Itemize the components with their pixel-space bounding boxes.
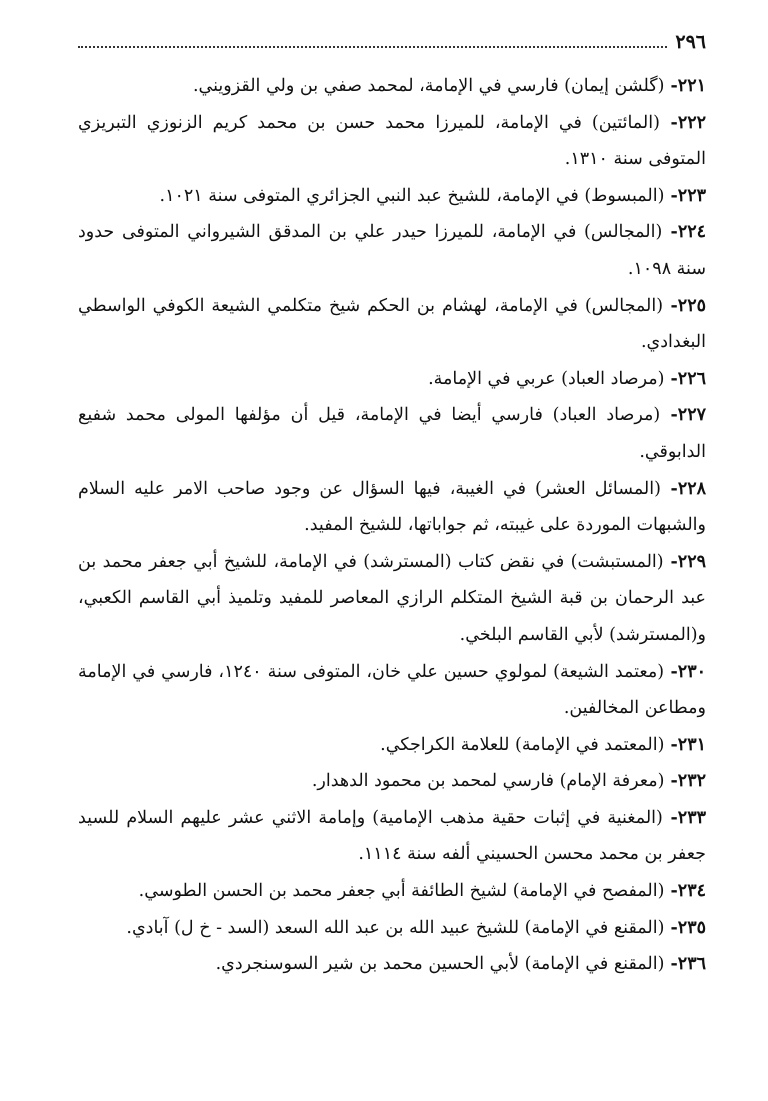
page-header bbox=[78, 28, 706, 54]
entry-text: (المبسوط) في الإمامة، للشيخ عبد النبي الجزائري المتوفى سنة ١٠٢١. bbox=[159, 185, 665, 206]
list-item bbox=[78, 178, 706, 215]
list-item bbox=[78, 654, 706, 727]
list-item bbox=[78, 397, 706, 470]
list-item bbox=[78, 727, 706, 764]
header-dotted-rule bbox=[78, 46, 667, 48]
entry-number: ٢٣١- bbox=[664, 734, 706, 755]
entry-list bbox=[78, 68, 706, 983]
entry-number: ٢٢٧- bbox=[660, 405, 706, 426]
entry-text: (المقنع في الإمامة) لأبي الحسين محمد بن شير السوسنجردي. bbox=[215, 954, 665, 975]
entry-number: ٢٢٤- bbox=[662, 222, 707, 243]
entry-text: (المستبشت) في نقض كتاب (المسترشد) في الإمامة، للشيخ أبي جعفر محمد بن عبد الرحمان بن قبة الشيخ المتكلم الرازي المعاصر للمفيد وتلميذ أبي القاسم الكعبي، و(المسترشد) لأبي القاسم البلخي. bbox=[78, 551, 706, 645]
entry-text: (مرصاد العباد) فارسي أيضا في الإمامة، قيل أن مؤلفها المولى محمد شفيع الدابوقي. bbox=[78, 405, 706, 462]
entry-text: (المجالس) في الإمامة، للميرزا حيدر علي بن المدقق الشيرواني المتوفى حدود سنة ١٠٩٨. bbox=[78, 222, 706, 279]
entry-number: ٢٢٩- bbox=[663, 551, 706, 572]
entry-number: ٢٢٢- bbox=[659, 112, 707, 133]
list-item bbox=[78, 288, 706, 361]
entry-number: ٢٣٦- bbox=[664, 954, 706, 975]
entry-text: (المعتمد في الإمامة) للعلامة الكراجكي. bbox=[380, 734, 665, 755]
entry-number: ٢٢٦- bbox=[664, 368, 706, 389]
list-item bbox=[78, 471, 706, 544]
list-item bbox=[78, 68, 706, 105]
list-item bbox=[78, 544, 706, 654]
entry-number: ٢٣٠- bbox=[664, 661, 706, 682]
list-item bbox=[78, 361, 706, 398]
entry-number: ٢٢٨- bbox=[660, 478, 707, 499]
list-item bbox=[78, 800, 706, 873]
entry-number: ٢٣٣- bbox=[662, 807, 706, 828]
entry-number: ٢٣٤- bbox=[664, 881, 706, 902]
page bbox=[78, 28, 706, 983]
entry-text: (المسائل العشر) في الغيبة، فيها السؤال عن وجود صاحب الامر عليه السلام والشبهات الموردة على غيبته، ثم جواباتها، للشيخ المفيد. bbox=[78, 478, 706, 536]
entry-text: (معرفة الإمام) فارسي لمحمد بن محمود الدهدار. bbox=[311, 771, 665, 792]
entry-text: (المقنع في الإمامة) للشيخ عبيد الله بن عبد الله السعد (السد - خ ل) آبادي. bbox=[126, 917, 665, 938]
list-item bbox=[78, 873, 706, 910]
entry-number: ٢٣٥- bbox=[664, 917, 706, 938]
list-item bbox=[78, 105, 706, 178]
list-item bbox=[78, 946, 706, 983]
list-item bbox=[78, 214, 706, 287]
entry-number: ٢٢١- bbox=[664, 76, 706, 96]
list-item bbox=[78, 910, 706, 947]
entry-number: ٢٢٥- bbox=[663, 295, 706, 316]
entry-number: ٢٣٢- bbox=[664, 771, 706, 792]
entry-text: (المفصح في الإمامة) لشيخ الطائفة أبي جعفر محمد بن الحسن الطوسي. bbox=[138, 881, 665, 902]
list-item bbox=[78, 763, 706, 800]
entry-text: (گلشن إيمان) فارسي في الإمامة، لمحمد صفي بن ولي القزويني. bbox=[192, 76, 665, 96]
entry-text: (المغنية في إثبات حقية مذهب الإمامية) وإمامة الاثني عشر عليهم السلام للسيد جعفر بن محمد محسن الحسيني ألفه سنة ١١١٤. bbox=[78, 807, 706, 865]
entry-text: (المائتين) في الإمامة، للميرزا محمد حسن بن محمد كريم الزنوزي التبريزي المتوفى سنة ١٣١٠. bbox=[78, 112, 706, 170]
entry-text: (المجالس) في الإمامة، لهشام بن الحكم شيخ متكلمي الشيعة الكوفي الواسطي البغدادي. bbox=[78, 295, 706, 353]
entry-number: ٢٢٣- bbox=[664, 185, 706, 206]
entry-text: (مرصاد العباد) عربي في الإمامة. bbox=[428, 368, 665, 389]
page-number: ٢٩٦ bbox=[675, 31, 706, 53]
entry-text: (معتمد الشيعة) لمولوي حسين علي خان، المتوفى سنة ١٢٤٠، فارسي في الإمامة ومطاعن المخالفين. bbox=[78, 661, 706, 719]
